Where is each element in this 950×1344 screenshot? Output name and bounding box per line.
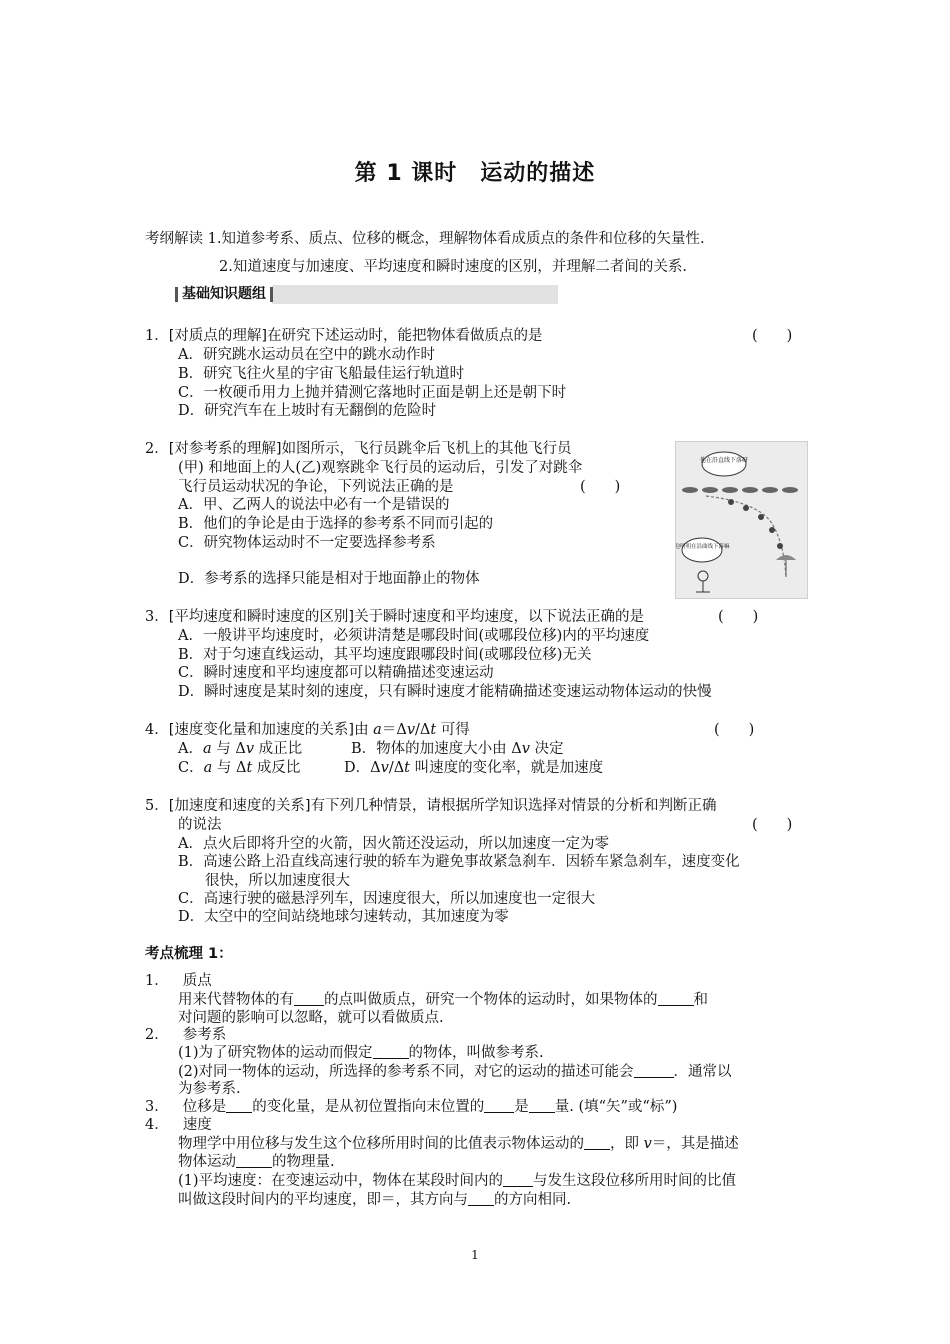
question-5-stem-line-1: 5．[加速度和速度的关系]有下列几种情景，请根据所学知识选择对情景的分析和判断正确 [145,798,717,814]
page-number: 1 [471,1248,479,1262]
section-header-bar [176,285,558,304]
fill-blank[interactable] [634,1063,674,1078]
review-item-4-line-1: 物理学中用位移与发生这个位移所用时间的比值表示物体运动的 ，即 v＝，其是描述 [178,1136,739,1152]
question-3-stem: 3．[平均速度和瞬时速度的区别]关于瞬时速度和平均速度，以下说法正确的是 [145,609,645,625]
fill-blank[interactable] [658,991,694,1006]
bubble-top-text: 他在沿直线下落呀 [699,457,749,464]
review-item-2-line-1: (1)为了研究物体的运动而假定 的物体，叫做参考系. [178,1045,544,1061]
fill-blank[interactable] [584,1135,610,1150]
review-item-4-title: 4． 速度 [145,1117,212,1133]
review-item-3: 3． 位移是 的变化量，是从初位置指向末位置的 是 量. (填“矢”或“标”) [145,1099,678,1115]
question-4-option-a: A．a 与 Δv 成正比 [178,741,303,757]
review-item-1-line-1: 用来代替物体的有 的点叫做质点，研究一个物体的运动时，如果物体的 和 [178,992,708,1008]
fill-blank[interactable] [373,1044,409,1059]
question-4-stem: 4．[速度变化量和加速度的关系]由 a＝Δv/Δt 可得 [145,722,470,738]
question-3-option-d: D．瞬时速度是某时刻的速度，只有瞬时速度才能精确描述变速运动物体运动的快慢 [178,684,712,700]
question-4-answer-paren: ( ) [714,722,755,738]
review-item-4-line-3: (1)平均速度：在变速运动中，物体在某段时间内的 与发生这段位移所用时间的比值 [178,1173,737,1189]
question-3-option-c: C．瞬时速度和平均速度都可以精确描述变速运动 [178,665,494,681]
review-item-2-line-2: (2)对同一物体的运动，所选择的参考系不同，对它的运动的描述可能会 ．通常以 [178,1064,732,1080]
question-2-stem-line-1: 2．[对参考系的理解]如图所示，飞行员跳伞后飞机上的其他飞行员 [145,441,572,457]
section-title: 基础知识题组 [176,285,272,304]
question-4-option-c: C．a 与 Δt 成反比 [178,760,301,776]
question-5-option-b: B．高速公路上沿直线高速行驶的轿车为避免事故紧急刹车．因轿车紧急刹车，速度变化 [178,854,740,870]
fill-blank[interactable] [468,1191,494,1206]
question-2-option-b: B．他们的争论是由于选择的参考系不同而引起的 [178,516,494,532]
question-5-option-c: C．高速行驶的磁悬浮列车，因速度很大，所以加速度也一定很大 [178,891,596,907]
question-2-option-d: D．参考系的选择只能是相对于地面静止的物体 [178,571,480,587]
fill-blank[interactable] [484,1098,514,1113]
question-1-stem: 1．[对质点的理解]在研究下述运动时，能把物体看做质点的是 [145,328,543,344]
review-item-1-title: 1． 质点 [145,973,212,989]
review-item-4-line-2: 物体运动 的物理量. [178,1154,335,1170]
fill-blank[interactable] [226,1098,252,1113]
bubble-bottom-text: 他明明在沿曲线下落嘛 [676,544,730,550]
question-2-stem-line-3: 飞行员运动状况的争论，下列说法正确的是 [178,479,454,495]
question-5-answer-paren: ( ) [752,817,793,833]
question-3-option-a: A．一般讲平均速度时，必须讲清楚是哪段时间(或哪段位移)内的平均速度 [178,628,650,644]
fill-blank[interactable] [529,1098,555,1113]
question-1-option-a: A．研究跳水运动员在空中的跳水动作时 [178,347,435,363]
page-title: 第 1 课时 运动的描述 [354,161,596,186]
question-3-option-b: B．对于匀速直线运动，其平均速度跟哪段时间(或哪段位移)无关 [178,647,592,663]
question-1-answer-paren: ( ) [752,328,793,344]
fill-blank[interactable] [503,1172,533,1187]
syllabus-line-1: 考纲解读 1.知道参考系、质点、位移的概念，理解物体看成质点的条件和位移的矢量性. [145,231,705,247]
question-2-stem-line-2: (甲) 和地面上的人(乙)观察跳伞飞行员的运动后，引发了对跳伞 [178,460,583,476]
syllabus-line-2: 2.知道速度与加速度、平均速度和瞬时速度的区别，并理解二者间的关系. [219,259,687,275]
question-4-option-b: B．物体的加速度大小由 Δv 决定 [351,741,564,757]
question-5-option-d: D．太空中的空间站绕地球匀速转动，其加速度为零 [178,909,509,925]
question-2-option-a: A．甲、乙两人的说法中必有一个是错误的 [178,497,450,513]
question-5-option-a: A．点火后即将升空的火箭，因火箭还没运动，所以加速度一定为零 [178,836,609,852]
question-2-option-c: C．研究物体运动时不一定要选择参考系 [178,535,436,551]
question-5-option-b-continued: 很快，所以加速度很大 [205,873,350,889]
question-4-option-d: D．Δv/Δt 叫速度的变化率，就是加速度 [344,760,604,776]
question-1-option-b: B．研究飞往火星的宇宙飞船最佳运行轨道时 [178,366,465,382]
question-1-option-c: C．一枚硬币用力上抛并猜测它落地时正面是朝上还是朝下时 [178,385,567,401]
review-item-2-title: 2． 参考系 [145,1027,227,1043]
fill-blank[interactable] [294,991,324,1006]
review-item-2-line-3: 为参考系. [178,1081,241,1097]
fill-blank[interactable] [236,1153,272,1168]
question-1-option-d: D．研究汽车在上坡时有无翻倒的危险时 [178,403,437,419]
question-5-stem-line-2: 的说法 [178,817,222,833]
question-3-answer-paren: ( ) [718,609,759,625]
review-item-4-line-4: 叫做这段时间内的平均速度，即＝，其方向与 的方向相同. [178,1192,572,1208]
parachute-drawing [676,442,807,598]
review-heading: 考点梳理 1： [145,946,233,962]
parachute-illustration [675,441,808,599]
question-2-answer-paren: ( ) [580,479,621,495]
review-item-1-line-2: 对问题的影响可以忽略，就可以看做质点. [178,1010,444,1026]
